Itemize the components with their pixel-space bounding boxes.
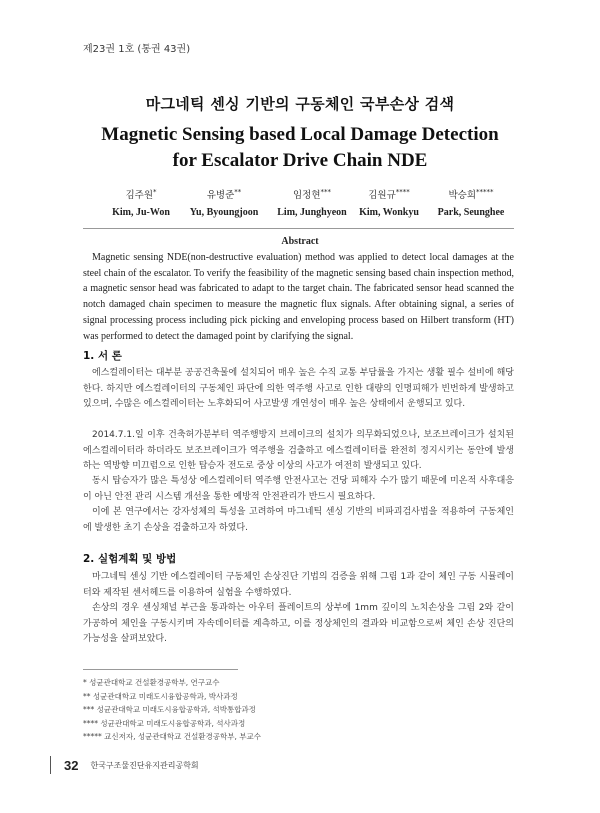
author-mark: **** bbox=[395, 187, 410, 196]
author-name-ko: 김주원 bbox=[125, 190, 154, 201]
footer-bar bbox=[50, 756, 51, 774]
footnote: ***** 교신저자, 성균관대학교 건설환경공학부, 부교수 bbox=[83, 732, 261, 742]
author-name-en: Park, Seunghee bbox=[437, 207, 505, 218]
footnote-divider bbox=[83, 669, 238, 670]
author bbox=[426, 187, 516, 218]
author-name-ko: 유병준 bbox=[206, 190, 235, 201]
author-mark: *** bbox=[320, 187, 332, 196]
author bbox=[96, 187, 186, 218]
author-mark: * bbox=[153, 187, 157, 196]
title-korean: 마그네틱 센싱 기반의 구동체인 국부손상 검색 bbox=[145, 95, 455, 113]
author-name-en: Lim, Junghyeon bbox=[277, 207, 347, 218]
author-name-ko: 김원규 bbox=[368, 190, 396, 201]
author bbox=[344, 187, 434, 218]
footnotes bbox=[83, 676, 261, 744]
footnote: **** 성균관대학교 미래도시융합공학과, 석사과정 bbox=[83, 718, 246, 728]
author-name-en: Yu, Byoungjoon bbox=[189, 207, 259, 218]
author-name-ko: 박승희 bbox=[448, 190, 477, 201]
abstract-text: Magnetic sensing NDE(non-destructive evaluation) method was applied to detect local damages at the steel chain of the escalator. To verify the feasibility of the magnetic sensing based chain inspection method, a magnetic sensor head was fabricated to adapt to the target chain. The fabricated sensor head scanned the notch damaged chain specimen to measure the magnetic flux signals. After obtaining signal, a series of signal processing process including pick picking and enveloping process based on Hilbert transform (HT) was performed to detect the damaged point by clarifying the signal. bbox=[83, 252, 514, 342]
section-heading: 2. 실험계획 및 방법 bbox=[83, 553, 177, 565]
title-english-line2: for Escalator Drive Chain NDE bbox=[172, 150, 428, 171]
body-paragraph: 에스컬레이터는 대부분 공공건축물에 설치되어 매우 높은 수직 교통 부담률을 가지는 생활 필수 설비에 해당한다. 하지만 에스컬레이터의 구동체인 파단에 의한 역주행 사고로 인한 대량의 인명피해가 빈번하게 발생하고 있으며, 수많은 에스컬레이터는 노후화되어 사고발생 개연성이 매우 높은 상태에서 운행되고 있다. bbox=[83, 368, 514, 410]
section-heading: 1. 서 론 bbox=[83, 350, 122, 362]
body-paragraph: 손상의 경우 센싱채널 부근을 통과하는 아우터 플레이트의 상부에 1mm 깊이의 노치손상을 그림 2와 같이 가공하여 체인을 구동시키며 자속데이터를 계측하고, 이를 정상체인의 결과와 비교함으로써 체인 손상 진단의 가능성을 살펴보았다. bbox=[83, 603, 514, 645]
page-footer bbox=[50, 756, 199, 774]
divider bbox=[83, 228, 514, 229]
footnote: ** 성균관대학교 미래도시융합공학과, 박사과정 bbox=[83, 691, 238, 701]
body-paragraph: 마그네틱 센싱 기반 에스컬레이터 구동체인 손상진단 기법의 검증을 위해 그림 1과 같이 체인 구동 시뮬레이터와 제작된 센서헤드를 이용하여 실험을 수행하였다. bbox=[83, 572, 514, 598]
body-paragraph: 동시 탑승자가 많은 특성상 에스컬레이터 역주행 안전사고는 건당 피해자 수가 많기 때문에 미온적 사후대응이 아닌 안전 관리 시스템 개선을 통한 예방적 안전관리가 반드시 필요하다. bbox=[83, 476, 514, 502]
page-number: 32 bbox=[64, 757, 79, 773]
abstract-heading: Abstract bbox=[281, 236, 319, 247]
author-name-ko: 임정현 bbox=[292, 190, 321, 201]
footnote: *** 성균관대학교 미래도시융합공학과, 석박통합과정 bbox=[83, 705, 256, 715]
author-mark: ***** bbox=[476, 187, 494, 196]
body-paragraph: 2014.7.1.일 이후 건축허가분부터 역주행방지 브레이크의 설치가 의무화되었으나, 보조브레이크가 설치된 에스컬레이터라 하더라도 보조브레이크가 역주행을 검출하고 에스컬레이터를 완전히 정지시키는 동안에 발생하는 역방향 미끄럼으로 인한 탑승자 전도로 중상 이상의 사고가 여전히 발생되고 있다. bbox=[83, 430, 514, 472]
author bbox=[179, 187, 269, 218]
author-name-en: Kim, Wonkyu bbox=[359, 207, 419, 218]
issue-number: 제23권 1호 (통권 43권) bbox=[83, 44, 191, 55]
body-paragraph: 이에 본 연구에서는 강자성체의 특성을 고려하여 마그네틱 센싱 기반의 비파괴검사법을 적용하여 구동체인에 발생한 초기 손상을 검출하고자 하였다. bbox=[83, 507, 514, 533]
journal-name: 한국구조물진단유지관리공학회 bbox=[90, 760, 199, 770]
author-mark: ** bbox=[234, 187, 242, 196]
footnote: * 성균관대학교 건설환경공학부, 연구교수 bbox=[83, 678, 220, 687]
title-english-line1: Magnetic Sensing based Local Damage Detection bbox=[101, 124, 499, 145]
author-name-en: Kim, Ju-Won bbox=[112, 207, 170, 218]
